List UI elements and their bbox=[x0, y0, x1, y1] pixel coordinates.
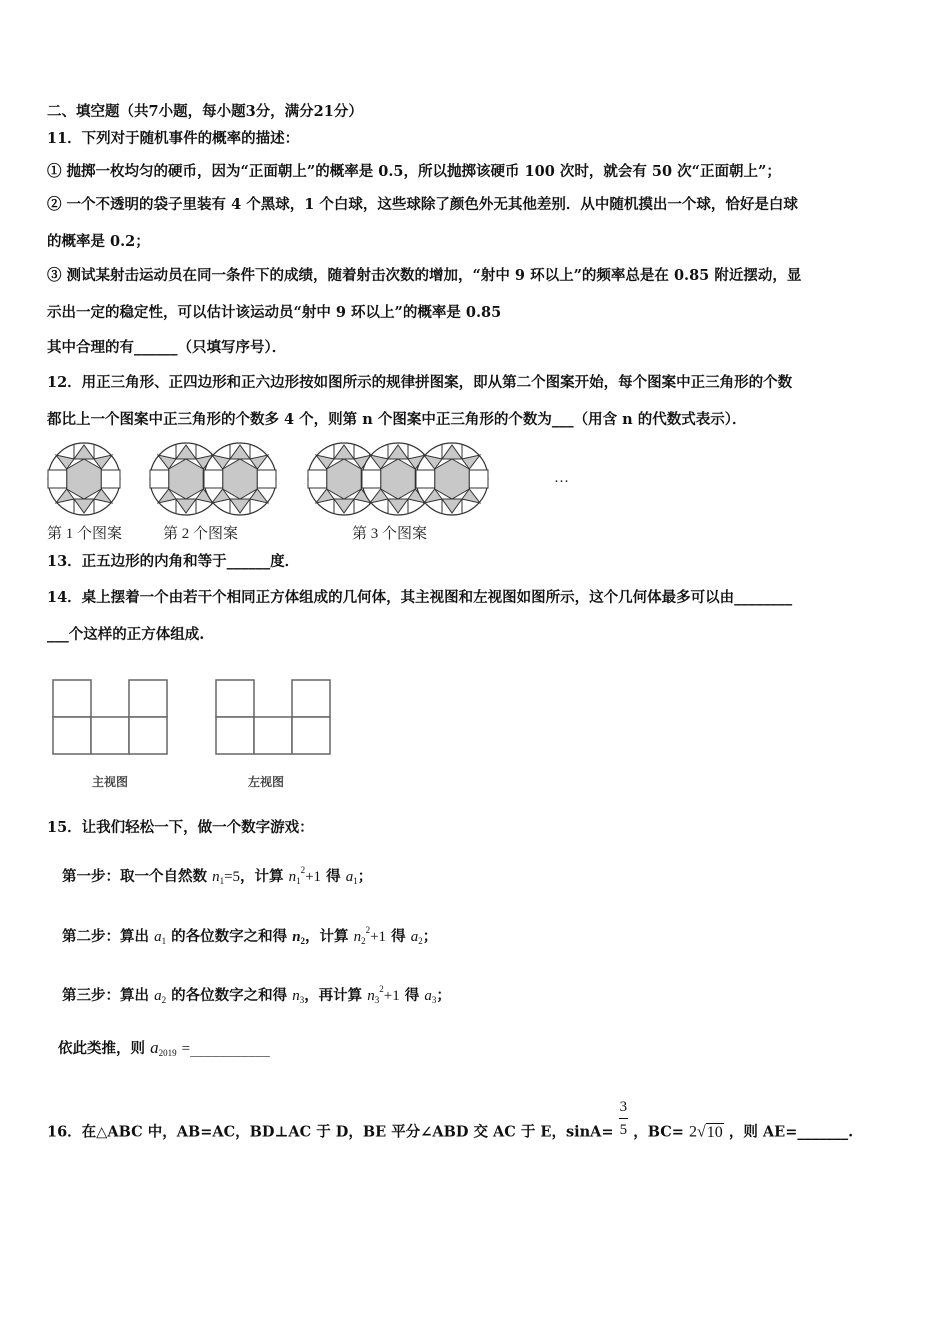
left-view-figure bbox=[213, 677, 333, 757]
q15-step2: 第二步：算出 $a_1$ 的各位数字之和得 $n_2$，计算 $n_2^2+1$ 得 $a_2$； bbox=[62, 925, 438, 946]
q15-step1: 第一步：取一个自然数 $n_1=5$，计算 $n_1^2+1$ 得 $a_1$； bbox=[62, 865, 373, 886]
q12-ellipsis: … bbox=[554, 470, 569, 486]
q11-item3-a: ③ 测试某射击运动员在同一条件下的成绩，随着射击次数的增加，“射中 9 环以上”的频率总是在 0.85 附近摆动，显 bbox=[47, 267, 802, 284]
q12-line1: 12．用正三角形、正四边形和正六边形按如图所示的规律拼图案，即从第二个图案开始，每个图案中正三角形的个数 bbox=[47, 374, 793, 391]
q15-step3: 第三步：算出 $a_2$ 的各位数字之和得 $n_3$，再计算 $n_3^2+1$ 得 $a_3$； bbox=[62, 984, 451, 1005]
q11-item2-a: ② 一个不透明的袋子里装有 4 个黑球，1 个白球，这些球除了颜色外无其他差别．从中随机摸出一个球，恰好是白球 bbox=[47, 196, 798, 213]
section-header: 二、填空题（共7小题，每小题3分，满分21分） bbox=[47, 103, 363, 120]
q12-line2: 都比上一个图案中正三角形的个数多 4 个，则第 n 个图案中正三角形的个数为___（用含 n 的代数式表示）． bbox=[47, 411, 747, 428]
q12-fig2-caption: 第 2 个图案 bbox=[163, 526, 239, 542]
q15-conclusion: 依此类推，则 $a_{2019}$ =___________ bbox=[58, 1038, 270, 1058]
q14-line1: 14．桌上摆着一个由若干个相同正方体组成的几何体，其主视图和左视图如图所示，这个几何体最多可以由________ bbox=[47, 589, 793, 606]
q11-ask: 其中合理的有______（只填写序号）． bbox=[47, 339, 287, 356]
sin-fraction: $\frac{3}{5}$ bbox=[619, 1096, 629, 1141]
front-view-figure bbox=[50, 677, 170, 757]
q12-fig1-caption: 第 1 个图案 bbox=[47, 526, 123, 542]
left-view-label: 左视图 bbox=[248, 775, 285, 789]
q16-text: 16．在△ABC 中，AB=AC，BD⊥AC 于 D，BE 平分∠ABD 交 AC 于 E，sinA= $\frac{3}{5}$ ，BC= 2√10 ，则 AE=_______. bbox=[47, 1110, 853, 1155]
q11-item2-b: 的概率是 0.2； bbox=[47, 233, 150, 250]
q11-item1: ① 抛掷一枚均匀的硬币，因为“正面朝上”的概率是 0.5，所以抛掷该硬币 100 次时，就会有 50 次“正面朝上”； bbox=[47, 163, 781, 180]
bc-value: 2√10 bbox=[689, 1123, 723, 1141]
q15-stem: 15．让我们轻松一下，做一个数字游戏： bbox=[47, 819, 314, 836]
q12-pattern-figure bbox=[40, 437, 560, 521]
q11-item3-b: 示出一定的稳定性，可以估计该运动员“射中 9 环以上”的概率是 0.85 bbox=[47, 304, 502, 321]
q13-text: 13．正五边形的内角和等于______度． bbox=[47, 553, 300, 570]
q14-line2: ___个这样的正方体组成. bbox=[47, 626, 205, 643]
front-view-label: 主视图 bbox=[92, 775, 129, 789]
q12-fig3-caption: 第 3 个图案 bbox=[352, 526, 428, 542]
q11-stem: 11．下列对于随机事件的概率的描述： bbox=[47, 130, 300, 147]
